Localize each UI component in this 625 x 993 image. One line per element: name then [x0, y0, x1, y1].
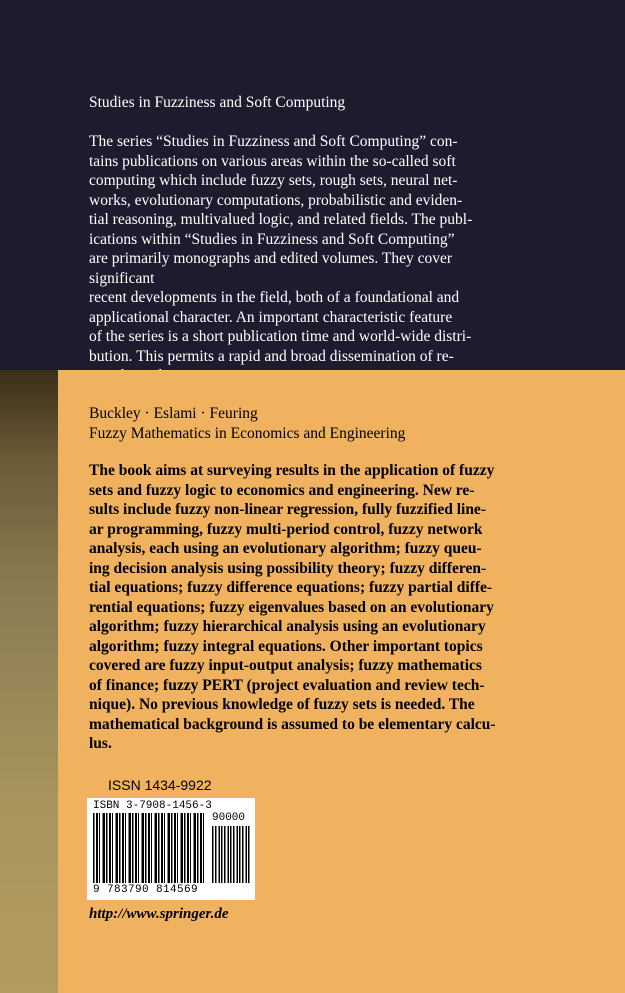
barcode-bars: [93, 813, 206, 883]
ean-number: 9 783790 814569: [93, 884, 199, 896]
book-description-line: mathematical background is assumed to be elementary calcu-: [89, 715, 496, 733]
barcode-addon-bars: [212, 826, 250, 883]
book-description-line: The book aims at surveying results in the application of fuzzy: [89, 462, 495, 479]
series-title: Studies in Fuzziness and Soft Computing: [89, 94, 346, 111]
book-description-line: sults include fuzzy non-linear regression, fully fuzzified line-: [89, 501, 486, 518]
book-description-line: of finance; fuzzy PERT (project evaluation and review tech-: [89, 676, 485, 694]
series-description-line: are primarily monographs and edited volumes. They cover: [89, 250, 452, 267]
issn-label: ISSN 1434-9922: [108, 777, 212, 793]
series-description-line: bution. This permits a rapid and broad dissemination of re-: [89, 347, 454, 365]
book-description-line: ar programming, fuzzy multi-period control, fuzzy network: [89, 520, 483, 538]
series-description: [89, 132, 529, 386]
series-description-line: significant: [89, 269, 155, 287]
book-description-line: nique). No previous knowledge of fuzzy sets is needed. The: [89, 696, 475, 713]
book-title: Fuzzy Mathematics in Economics and Engineering: [89, 425, 406, 442]
book-description-line: algorithm; fuzzy hierarchical analysis using an evolutionary: [89, 618, 486, 635]
series-description-line: computing which include fuzzy sets, rough sets, neural net-: [89, 172, 458, 189]
book-description: [89, 461, 529, 754]
book-description-line: covered are fuzzy input-output analysis; fuzzy mathematics: [89, 657, 482, 674]
book-description-line: lus.: [89, 735, 112, 752]
isbn-label: ISBN 3-7908-1456-3: [93, 800, 212, 812]
series-description-line: recent developments in the field, both of a foundational and: [89, 289, 460, 306]
book-description-line: rential equations; fuzzy eigenvalues based on an evolutionary: [89, 598, 494, 616]
series-description-line: applicational character. An important characteristic feature: [89, 308, 453, 326]
barcode-price-code: 90000: [212, 812, 246, 824]
book-description-line: tial equations; fuzzy difference equations; fuzzy partial diffe-: [89, 579, 493, 596]
series-description-line: of the series is a short publication time and world-wide distri-: [89, 328, 472, 345]
series-description-line: tial reasoning, multivalued logic, and related fields. The publ-: [89, 211, 473, 228]
book-description-line: analysis, each using an evolutionary algorithm; fuzzy queu-: [89, 540, 482, 557]
book-authors: Buckley · Eslami · Feuring: [89, 405, 258, 422]
book-description-line: algorithm; fuzzy integral equations. Other important topics: [89, 637, 483, 655]
series-description-line: The series “Studies in Fuzziness and Soft Computing” con-: [89, 133, 458, 150]
series-description-line: ications within “Studies in Fuzziness and Soft Computing”: [89, 230, 455, 248]
barcode: [87, 798, 255, 900]
book-description-line: ing decision analysis using possibility theory; fuzzy differen-: [89, 559, 487, 577]
book-description-line: sets and fuzzy logic to economics and engineering. New re-: [89, 481, 475, 499]
publisher-link[interactable]: http://www.springer.de: [89, 906, 229, 922]
series-panel: [0, 0, 625, 370]
series-description-line: tains publications on various areas within the so-called soft: [89, 152, 456, 170]
spine-gradient-strip: [0, 370, 58, 993]
series-description-line: works, evolutionary computations, probabilistic and eviden-: [89, 191, 463, 209]
